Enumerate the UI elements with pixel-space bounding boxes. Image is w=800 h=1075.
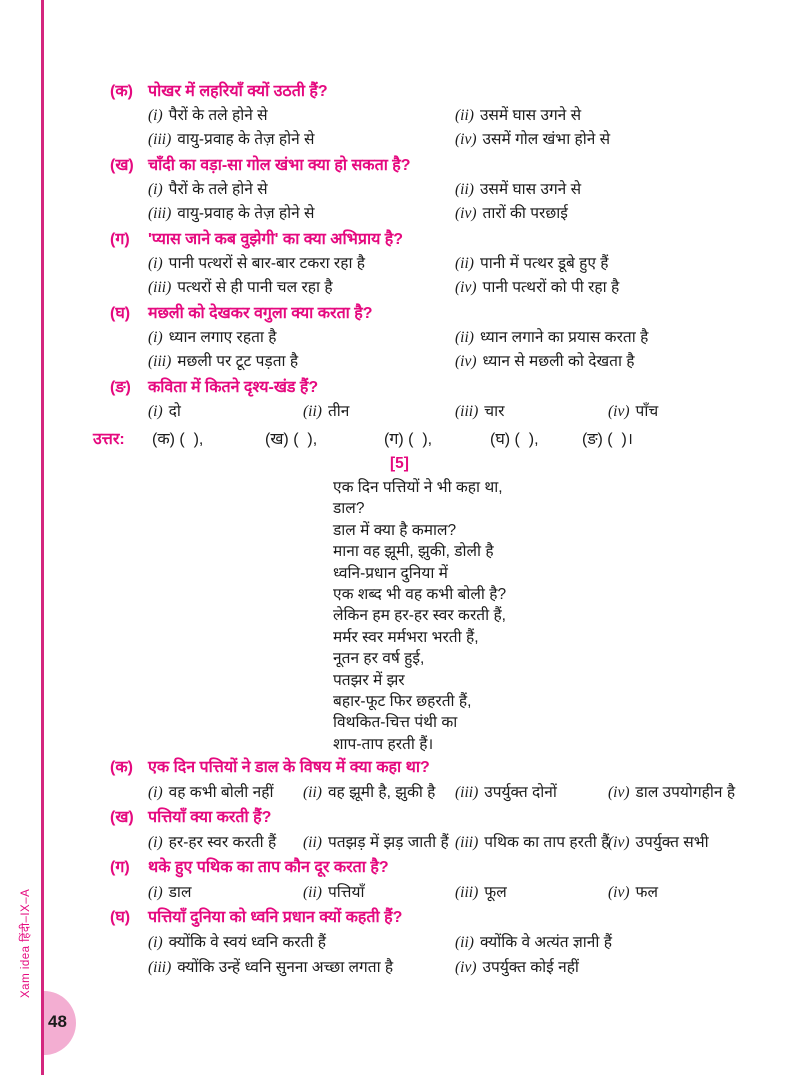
question-text: थके हुए पथिक का ताप कौन दूर करता है?: [148, 859, 389, 877]
option-numeral: (ii): [303, 884, 322, 902]
option-text: क्योंकि वे स्वयं ध्वनि करती हैं: [168, 934, 327, 952]
question-line: [110, 755, 766, 780]
question-label: (क): [110, 759, 133, 777]
option-iv: [608, 830, 709, 855]
question-block-ga2: [110, 855, 766, 905]
option-text: क्योंकि उन्हें ध्वनि सुनना अच्छा लगता है: [177, 959, 394, 977]
question-block-gha2: [110, 905, 766, 980]
page-number: 48: [48, 1012, 67, 1031]
option-row: [110, 955, 766, 980]
question-line: [110, 228, 766, 252]
option-text: उसमें घास उगने से: [479, 107, 582, 124]
poem-line: विथकित-चित्त पंथी का: [333, 714, 458, 732]
margin-rule: [41, 0, 44, 1075]
answer-blank-gha: (घ) ( ),: [490, 431, 539, 448]
question-block-ka: [110, 80, 766, 152]
option-iii: [148, 128, 455, 152]
option-row: [110, 128, 766, 152]
option-text: उसमें गोल खंभा होने से: [482, 131, 611, 148]
poem-passage: [110, 477, 766, 755]
poem-line: एक शब्द भी वह कभी बोली है?: [333, 585, 507, 603]
question-text: पोखर में लहरियाँ क्यों उठती हैं?: [148, 83, 328, 100]
option-row: [110, 880, 766, 905]
option-row: [110, 276, 766, 300]
poem-line: ध्वनि-प्रधान दुनिया में: [333, 564, 448, 582]
option-text: ध्यान लगाने का प्रयास करता है: [479, 329, 649, 346]
poem-line: मर्मर स्वर मर्मभरा भरती हैं,: [333, 628, 479, 646]
option-numeral: (ii): [455, 934, 474, 952]
option-iv: [455, 276, 619, 300]
option-numeral: (i): [148, 181, 163, 198]
option-numeral: (i): [148, 329, 163, 346]
question-block-nga: [110, 376, 766, 424]
option-text: पैरों के तले होने से: [168, 107, 268, 124]
option-text: दो: [168, 403, 181, 420]
poem-line: लेकिन हम हर-हर स्वर करती हैं,: [333, 607, 506, 625]
option-text: ध्यान लगाए रहता है: [168, 329, 277, 346]
poem-line: बहार-फूट फिर छहरती हैं,: [333, 692, 472, 710]
question-line: [110, 154, 766, 178]
option-text: फल: [635, 884, 658, 902]
option-numeral: (iii): [455, 884, 479, 902]
option-numeral: (iv): [455, 205, 477, 222]
option-iv: [608, 880, 658, 905]
option-iii: [455, 780, 608, 805]
option-iv: [455, 128, 610, 152]
option-i: [148, 400, 303, 424]
option-i: [148, 880, 303, 905]
option-numeral: (iv): [608, 884, 630, 902]
question-block-gha: [110, 302, 766, 374]
question-line: [110, 80, 766, 104]
question-label: (ख): [110, 157, 134, 174]
question-text: एक दिन पत्तियों ने डाल के विषय में क्या कहा था?: [148, 759, 430, 777]
option-i: [148, 252, 455, 276]
question-text: पत्तियाँ दुनिया को ध्वनि प्रधान क्यों कहती हैं?: [148, 909, 403, 927]
poem-line: डाल में क्या है कमाल?: [333, 521, 457, 539]
question-block-ga: [110, 228, 766, 300]
option-text: हर-हर स्वर करती हैं: [168, 834, 277, 852]
poem-line: एक दिन पत्तियों ने भी कहा था,: [333, 479, 503, 496]
option-text: पत्थरों से ही पानी चल रहा है: [177, 279, 333, 296]
page-number-badge: [44, 991, 76, 1055]
option-text: उपर्युक्त सभी: [635, 834, 709, 852]
question-label: (ख): [110, 809, 134, 827]
option-numeral: (ii): [303, 784, 322, 802]
option-text: पथिक का ताप हरती हैं: [484, 834, 610, 852]
option-text: वह झूमी है, झुकी है: [327, 784, 436, 802]
option-text: मछली पर टूट पड़ता है: [177, 353, 299, 370]
option-numeral: (iii): [455, 784, 479, 802]
option-i: [148, 104, 455, 128]
option-row: [110, 830, 766, 855]
option-ii: [455, 326, 648, 350]
option-ii: [455, 178, 581, 202]
option-row: [110, 326, 766, 350]
option-iii: [148, 350, 455, 374]
option-row: [110, 202, 766, 226]
option-iv: [455, 202, 568, 226]
option-iv: [608, 400, 658, 424]
question-block-kha: [110, 154, 766, 226]
question-text: कविता में कितने दृश्य-खंड हैं?: [148, 379, 319, 396]
question-label: (ग): [110, 859, 130, 877]
option-numeral: (iii): [148, 131, 172, 148]
passage-number: [5]: [390, 455, 409, 472]
option-row: [110, 350, 766, 374]
option-numeral: (iv): [608, 834, 630, 852]
option-text: वह कभी बोली नहीं: [168, 784, 274, 802]
option-row: [110, 780, 766, 805]
option-iii: [455, 400, 608, 424]
mcq-section-1: [93, 80, 766, 452]
question-block-ka2: [110, 755, 766, 805]
option-numeral: (iii): [455, 403, 479, 420]
poem-line: पतझर में झर: [333, 671, 405, 689]
option-text: पत्तियाँ: [327, 884, 365, 902]
question-label: (घ): [110, 909, 131, 927]
option-text: पानी पत्थरों से बार-बार टकरा रहा है: [168, 255, 366, 272]
answer-blank-ga: (ग) ( ),: [384, 431, 433, 448]
option-i: [148, 326, 455, 350]
option-text: उसमें घास उगने से: [479, 181, 582, 198]
sidebar-book-title: Xam idea हिंदी–IX–A: [20, 888, 32, 998]
option-iv: [608, 780, 735, 805]
option-iv: [455, 955, 579, 980]
question-block-kha2: [110, 805, 766, 855]
option-numeral: (iv): [608, 403, 630, 420]
option-numeral: (iv): [608, 784, 630, 802]
option-ii: [455, 252, 609, 276]
question-text: पत्तियाँ क्या करती हैं?: [148, 809, 272, 827]
option-iii: [148, 202, 455, 226]
question-label: (ग): [110, 231, 130, 248]
question-line: [110, 302, 766, 326]
option-text: उपर्युक्त कोई नहीं: [482, 959, 579, 977]
answer-blank-nga: (ङ) ( )।: [582, 431, 633, 448]
option-numeral: (ii): [455, 329, 474, 346]
option-text: पानी पत्थरों को पी रहा है: [482, 279, 620, 296]
poem-line: नूतन हर वर्ष हुई,: [333, 650, 425, 668]
option-numeral: (iv): [455, 959, 477, 977]
option-text: डाल: [168, 884, 192, 902]
option-ii: [303, 780, 455, 805]
option-iv: [455, 350, 635, 374]
mcq-section-2: [110, 755, 766, 980]
question-label: (क): [110, 83, 133, 100]
option-numeral: (ii): [455, 107, 474, 124]
question-line: [110, 855, 766, 880]
option-text: पैरों के तले होने से: [168, 181, 268, 198]
option-text: पतझड़ में झड़ जाती हैं: [327, 834, 449, 852]
option-text: फूल: [484, 884, 507, 902]
option-i: [148, 780, 303, 805]
page-content: [93, 80, 766, 980]
option-ii: [455, 930, 612, 955]
question-text: मछली को देखकर वगुला क्या करता है?: [148, 305, 373, 322]
option-numeral: (i): [148, 934, 163, 952]
answer-line: [93, 428, 766, 452]
option-numeral: (iv): [455, 279, 477, 296]
option-text: वायु-प्रवाह के तेज़ होने से: [177, 131, 315, 148]
option-text: चार: [484, 403, 505, 420]
option-numeral: (iii): [148, 205, 172, 222]
question-line: [110, 905, 766, 930]
option-numeral: (iii): [455, 834, 479, 852]
option-text: तारों की परछाई: [482, 205, 568, 222]
answer-blank-kha: (ख) ( ),: [265, 431, 318, 448]
option-i: [148, 930, 455, 955]
option-ii: [303, 830, 455, 855]
option-numeral: (iii): [148, 279, 172, 296]
option-numeral: (i): [148, 255, 163, 272]
poem-line: शाप-ताप हरती हैं।: [333, 735, 434, 753]
answer-blank-ka: (क) ( ),: [152, 431, 204, 448]
question-text: 'प्यास जाने कब वुझेगी' का क्या अभिप्राय है?: [148, 231, 404, 248]
question-label: (ङ): [110, 379, 131, 396]
option-numeral: (iv): [455, 353, 477, 370]
option-ii: [303, 400, 455, 424]
option-numeral: (i): [148, 884, 163, 902]
option-row: [110, 178, 766, 202]
option-numeral: (ii): [303, 834, 322, 852]
question-text: चाँदी का वड़ा-सा गोल खंभा क्या हो सकता है?: [148, 157, 411, 174]
option-row: [110, 400, 766, 424]
option-ii: [455, 104, 581, 128]
option-iii: [455, 830, 608, 855]
option-numeral: (i): [148, 834, 163, 852]
option-numeral: (ii): [455, 255, 474, 272]
option-text: ध्यान से मछली को देखता है: [482, 353, 635, 370]
option-numeral: (iii): [148, 353, 172, 370]
option-text: पाँच: [635, 403, 659, 420]
option-numeral: (iv): [455, 131, 477, 148]
answer-label: उत्तर:: [93, 431, 125, 448]
poem-line: डाल?: [333, 500, 365, 518]
question-line: [110, 805, 766, 830]
question-line: [110, 376, 766, 400]
option-numeral: (i): [148, 107, 163, 124]
option-text: पानी में पत्थर डूबे हुए हैं: [479, 255, 609, 272]
option-iii: [148, 276, 455, 300]
option-numeral: (i): [148, 784, 163, 802]
option-numeral: (ii): [455, 181, 474, 198]
option-ii: [303, 880, 455, 905]
poem-line: माना वह झूमी, झुकी, डोली है: [333, 543, 494, 561]
option-text: डाल उपयोगहीन है: [635, 784, 736, 802]
option-iii: [455, 880, 608, 905]
option-text: उपर्युक्त दोनों: [484, 784, 557, 802]
question-label: (घ): [110, 305, 131, 322]
option-iii: [148, 955, 455, 980]
option-row: [110, 930, 766, 955]
option-row: [110, 104, 766, 128]
option-text: वायु-प्रवाह के तेज़ होने से: [177, 205, 315, 222]
option-i: [148, 830, 303, 855]
option-numeral: (ii): [303, 403, 322, 420]
option-numeral: (i): [148, 403, 163, 420]
option-i: [148, 178, 455, 202]
option-row: [110, 252, 766, 276]
option-numeral: (iii): [148, 959, 172, 977]
option-text: तीन: [327, 403, 350, 420]
option-text: क्योंकि वे अत्यंत ज्ञानी हैं: [479, 934, 612, 952]
